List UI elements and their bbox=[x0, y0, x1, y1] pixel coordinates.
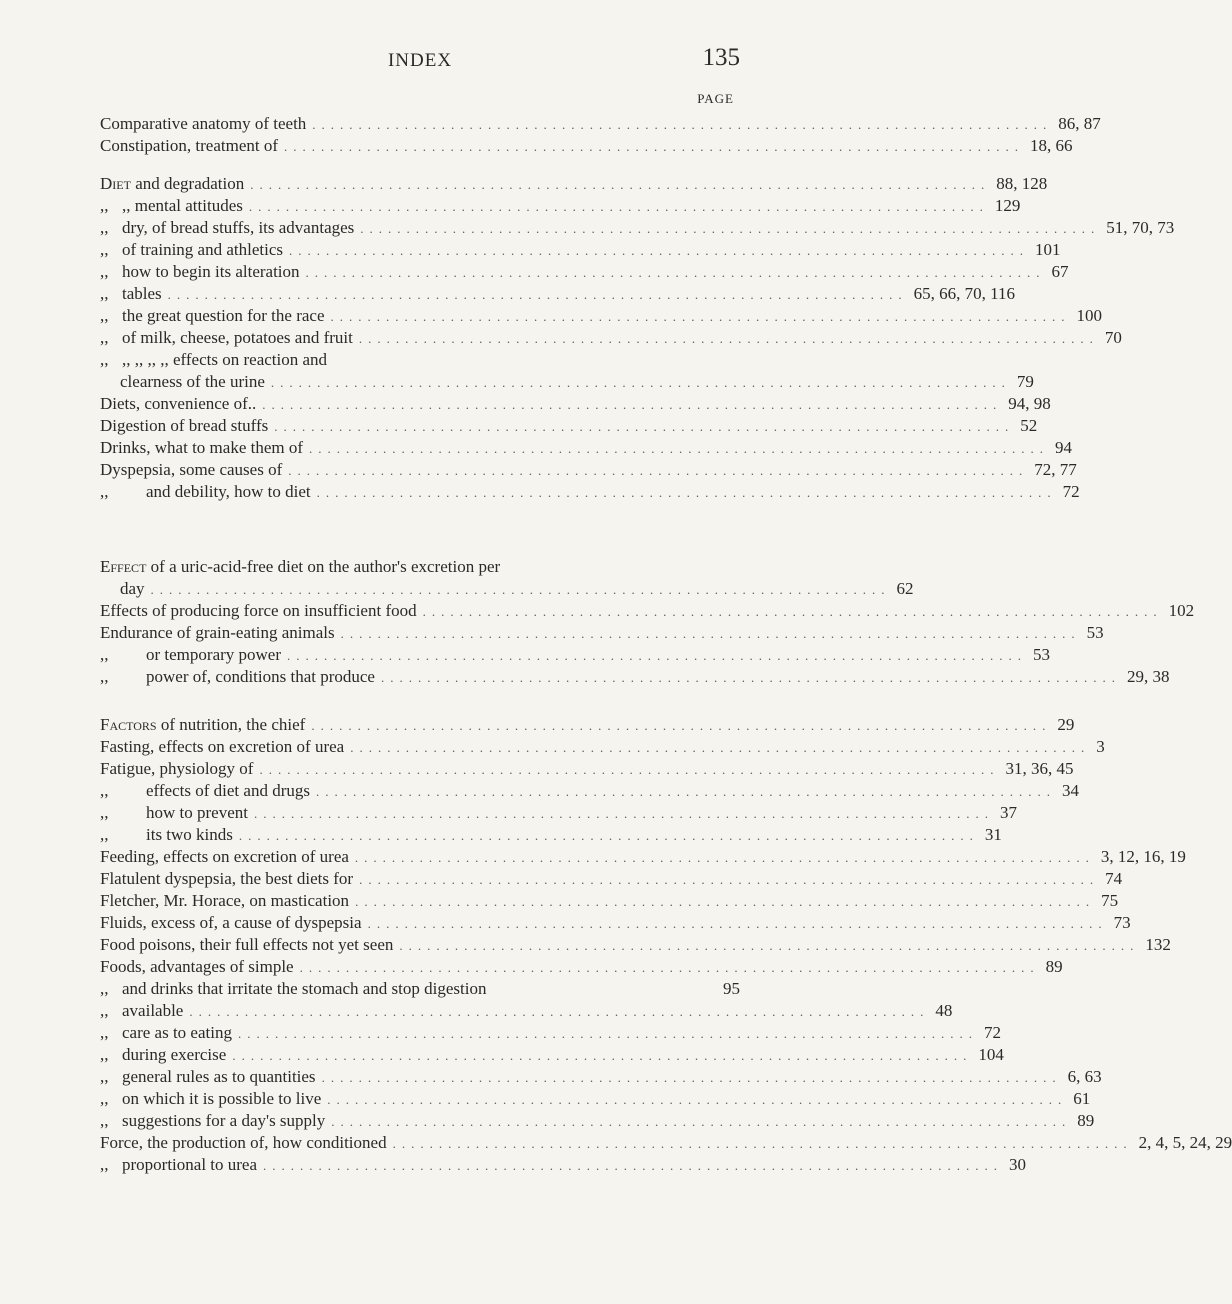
entry-text: tables bbox=[122, 284, 162, 303]
index-entry bbox=[100, 327, 1122, 349]
index-entry bbox=[100, 846, 1186, 868]
entry-term bbox=[100, 437, 303, 459]
entry-term bbox=[100, 1022, 232, 1044]
entry-text: proportional to urea bbox=[122, 1155, 258, 1174]
entry-term bbox=[100, 459, 282, 481]
entry-pages: 74 bbox=[1105, 869, 1123, 888]
leader-dots: ................................................................................ bbox=[250, 177, 991, 192]
ditto-mark: ,, bbox=[100, 1089, 109, 1108]
entry-text: and degradation bbox=[135, 174, 245, 193]
entry-pages: 101 bbox=[1034, 240, 1061, 259]
entry-term bbox=[100, 371, 265, 393]
entry-text: Dyspepsia, some causes of bbox=[100, 460, 283, 479]
index-entry bbox=[100, 556, 740, 578]
ditto-mark: ,, bbox=[100, 350, 109, 369]
entry-pages: 88, 128 bbox=[996, 174, 1048, 193]
entry-text: Fluids, excess of, a cause of dyspepsia bbox=[100, 913, 362, 932]
index-entry bbox=[100, 459, 1077, 481]
index-entry bbox=[100, 415, 1038, 437]
entry-pages: 31 bbox=[984, 825, 1002, 844]
index-entry bbox=[100, 173, 1048, 195]
leader-dots: ................................................................................ bbox=[358, 331, 1099, 346]
leader-dots: ................................................................................ bbox=[380, 670, 1121, 685]
entry-pages: 29, 38 bbox=[1126, 667, 1170, 686]
page-column-label: PAGE bbox=[697, 91, 734, 106]
ditto-mark: ,, bbox=[100, 1023, 109, 1042]
leader-dots: ................................................................................ bbox=[305, 265, 1046, 280]
entry-text: care as to eating bbox=[122, 1023, 232, 1042]
leader-dots: ................................................................................ bbox=[287, 648, 1028, 663]
entry-term bbox=[100, 481, 311, 503]
index-entry bbox=[100, 978, 740, 1000]
entry-text: Comparative anatomy of teeth bbox=[100, 114, 307, 133]
leader-dots: ................................................................................ bbox=[316, 485, 1057, 500]
index-entry bbox=[100, 868, 1123, 890]
entry-term bbox=[100, 666, 375, 688]
leader-dots: ................................................................................ bbox=[274, 419, 1015, 434]
ditto-mark: ,, bbox=[100, 482, 109, 501]
index-section bbox=[100, 714, 1232, 1176]
entry-text: and drinks that irritate the stomach and stop digestion bbox=[122, 979, 487, 998]
entry-term bbox=[100, 868, 353, 890]
entry-pages: 29 bbox=[1057, 715, 1075, 734]
index-entry bbox=[100, 578, 914, 600]
index-entry bbox=[100, 283, 1016, 305]
entry-pages: 51, 70, 73 bbox=[1106, 218, 1175, 237]
entry-text: Diets, convenience of.. bbox=[100, 394, 257, 413]
leader-dots: ................................................................................ bbox=[392, 1136, 1133, 1151]
index-entry bbox=[100, 1132, 1232, 1154]
index-entry bbox=[100, 934, 1171, 956]
index-entry bbox=[100, 1154, 1027, 1176]
leader-dots: ................................................................................ bbox=[367, 916, 1108, 931]
index-entry bbox=[100, 371, 1034, 393]
entry-text: power of, conditions that produce bbox=[146, 667, 375, 686]
entry-term bbox=[100, 283, 162, 305]
entry-text: general rules as to quantities bbox=[122, 1067, 316, 1086]
leader-dots: ................................................................................ bbox=[360, 221, 1101, 236]
leader-dots: ................................................................................ bbox=[327, 1092, 1068, 1107]
leader-dots: ................................................................................ bbox=[340, 626, 1081, 641]
index-entry bbox=[100, 195, 1021, 217]
entry-text: how to prevent bbox=[146, 803, 248, 822]
leader-dots: ................................................................................ bbox=[270, 375, 1011, 390]
index-entry bbox=[100, 912, 1131, 934]
entry-pages: 2, 4, 5, 24, 29 bbox=[1138, 1133, 1232, 1152]
entry-term bbox=[100, 912, 362, 934]
entry-term bbox=[100, 622, 335, 644]
page-number: 135 bbox=[702, 44, 740, 71]
entry-lead-word: Diet bbox=[100, 174, 131, 193]
ditto-mark: ,, bbox=[100, 218, 109, 237]
index-section bbox=[100, 113, 1101, 157]
leader-dots: ................................................................................ bbox=[253, 806, 994, 821]
entry-term bbox=[100, 393, 256, 415]
index-entry bbox=[100, 890, 1119, 912]
ditto-mark: ,, bbox=[100, 240, 109, 259]
ditto-mark: ,, bbox=[100, 1001, 109, 1020]
entry-lead-word: Effect bbox=[100, 557, 147, 576]
index-entry bbox=[100, 239, 1061, 261]
entry-pages: 65, 66, 70, 116 bbox=[913, 284, 1016, 303]
entry-pages: 102 bbox=[1168, 601, 1195, 620]
leader-dots: ................................................................................ bbox=[355, 894, 1096, 909]
entry-term bbox=[100, 1132, 387, 1154]
entry-text: of milk, cheese, potatoes and fruit bbox=[122, 328, 353, 347]
entry-pages: 53 bbox=[1033, 645, 1051, 664]
entry-pages: 100 bbox=[1076, 306, 1102, 325]
entry-pages: 132 bbox=[1145, 935, 1171, 954]
entry-pages: 72 bbox=[983, 1023, 1001, 1042]
index-entry bbox=[100, 956, 1063, 978]
entry-pages: 70 bbox=[1104, 328, 1122, 347]
leader-dots: ................................................................................ bbox=[284, 139, 1024, 154]
index-entry bbox=[100, 481, 1080, 503]
entry-pages: 94 bbox=[1055, 438, 1073, 457]
ditto-mark: ,, bbox=[100, 1045, 109, 1064]
entry-text: of training and athletics bbox=[122, 240, 283, 259]
leader-dots: ................................................................................ bbox=[330, 309, 1071, 324]
entry-term bbox=[100, 644, 281, 666]
entry-term bbox=[100, 890, 349, 912]
leader-dots: ................................................................................ bbox=[167, 287, 908, 302]
entry-text: or temporary power bbox=[146, 645, 282, 664]
index-section bbox=[100, 173, 1175, 503]
index-entry bbox=[100, 1044, 1004, 1066]
entry-text: Fletcher, Mr. Horace, on mastication bbox=[100, 891, 350, 910]
entry-pages: 72, 77 bbox=[1034, 460, 1077, 479]
index-entry bbox=[100, 780, 1079, 802]
ditto-mark: ,, bbox=[100, 825, 109, 844]
leader-dots: ................................................................................ bbox=[248, 199, 989, 214]
entry-text: ,, ,, ,, ,, effects on reaction and bbox=[122, 350, 328, 369]
leader-dots: ................................................................................ bbox=[237, 1026, 978, 1041]
ditto-mark: ,, bbox=[100, 781, 109, 800]
entry-term bbox=[100, 327, 353, 349]
leader-dots: ................................................................................ bbox=[189, 1004, 930, 1019]
entry-text: Feeding, effects on excretion of urea bbox=[100, 847, 349, 866]
leader-dots: ................................................................................ bbox=[354, 850, 1095, 865]
index-entry bbox=[100, 349, 740, 371]
entry-term bbox=[100, 714, 305, 736]
entry-pages: 34 bbox=[1061, 781, 1079, 800]
index-entry bbox=[100, 1022, 1001, 1044]
ditto-mark: ,, bbox=[100, 803, 109, 822]
ditto-mark: ,, bbox=[100, 667, 109, 686]
leader-dots: ................................................................................ bbox=[312, 117, 1053, 132]
entry-term bbox=[100, 824, 233, 846]
entry-text: of nutrition, the chief bbox=[160, 715, 306, 734]
entry-pages: 31, 36, 45 bbox=[1005, 759, 1074, 778]
entry-text: Fasting, effects on excretion of urea bbox=[100, 737, 345, 756]
entry-pages: 30 bbox=[1009, 1155, 1027, 1174]
leader-dots: ................................................................................ bbox=[422, 604, 1163, 619]
entry-term bbox=[100, 217, 354, 239]
entry-term bbox=[100, 239, 283, 261]
entry-term bbox=[100, 261, 300, 283]
index-entry bbox=[100, 714, 1075, 736]
entry-text: ,, mental attitudes bbox=[122, 196, 243, 215]
index-entry bbox=[100, 393, 1051, 415]
entry-text: day bbox=[120, 579, 145, 598]
entry-lead-word: Factors bbox=[100, 715, 157, 734]
entry-text: Drinks, what to make them of bbox=[100, 438, 304, 457]
entry-term bbox=[100, 195, 243, 217]
index-entry bbox=[100, 736, 1105, 758]
index-entry bbox=[100, 600, 1195, 622]
ditto-mark: ,, bbox=[100, 1155, 109, 1174]
index-entry bbox=[100, 758, 1074, 780]
entry-text: Endurance of grain-eating animals bbox=[100, 623, 335, 642]
entry-pages: 104 bbox=[978, 1045, 1004, 1064]
entry-text: effects of diet and drugs bbox=[146, 781, 310, 800]
entry-term bbox=[100, 578, 145, 600]
leader-dots: ................................................................................ bbox=[315, 784, 1056, 799]
leader-dots: ................................................................................ bbox=[399, 938, 1140, 953]
leader-dots: ................................................................................ bbox=[263, 1158, 1004, 1173]
entry-pages: 3, 12, 16, 19 bbox=[1100, 847, 1186, 866]
index-entry bbox=[100, 305, 1102, 327]
entry-pages: 95 bbox=[723, 979, 740, 998]
index-entry bbox=[100, 666, 1170, 688]
leader-dots: ................................................................................ bbox=[259, 762, 1000, 777]
leader-dots: ................................................................................ bbox=[150, 582, 891, 597]
entry-text: Fatigue, physiology of bbox=[100, 759, 254, 778]
ditto-mark: ,, bbox=[100, 979, 109, 998]
entry-term bbox=[100, 934, 393, 956]
index-entry bbox=[100, 622, 1104, 644]
entry-pages: 6, 63 bbox=[1067, 1067, 1102, 1086]
entry-text: clearness of the urine bbox=[120, 372, 265, 391]
leader-dots: ................................................................................ bbox=[299, 960, 1040, 975]
entry-term bbox=[100, 802, 248, 824]
entry-pages: 53 bbox=[1086, 623, 1104, 642]
entry-term bbox=[100, 305, 325, 327]
entry-pages: 67 bbox=[1051, 262, 1069, 281]
leader-dots: ................................................................................ bbox=[288, 463, 1029, 478]
entry-term bbox=[100, 113, 306, 135]
leader-dots: ................................................................................ bbox=[232, 1048, 973, 1063]
entry-pages: 48 bbox=[935, 1001, 953, 1020]
entry-term bbox=[100, 736, 344, 758]
leader-dots: ................................................................................ bbox=[238, 828, 979, 843]
index-entry bbox=[100, 261, 1069, 283]
entry-text: suggestions for a day's supply bbox=[122, 1111, 326, 1130]
entry-term bbox=[100, 1088, 321, 1110]
entry-pages: 129 bbox=[994, 196, 1021, 215]
index-entry bbox=[100, 644, 1051, 666]
entry-pages: 72 bbox=[1062, 482, 1080, 501]
entry-text: Effects of producing force on insufficient food bbox=[100, 601, 417, 620]
entry-text: Force, the production of, how conditioned bbox=[100, 1133, 387, 1152]
entry-text: Flatulent dyspepsia, the best diets for bbox=[100, 869, 354, 888]
leader-dots: ................................................................................ bbox=[309, 441, 1050, 456]
leader-dots: ................................................................................ bbox=[262, 397, 1003, 412]
index-entry bbox=[100, 1066, 1102, 1088]
entry-text: how to begin its alteration bbox=[122, 262, 300, 281]
entry-pages: 94, 98 bbox=[1008, 394, 1051, 413]
index-entry bbox=[100, 1088, 1091, 1110]
entry-pages: 18, 66 bbox=[1030, 136, 1073, 155]
index-entry bbox=[100, 113, 1101, 135]
entry-pages: 3 bbox=[1096, 737, 1105, 756]
leader-dots: ................................................................................ bbox=[311, 718, 1052, 733]
index-section bbox=[100, 556, 1195, 688]
entry-pages: 86, 87 bbox=[1058, 114, 1101, 133]
entry-pages: 62 bbox=[896, 579, 914, 598]
index-entry bbox=[100, 437, 1073, 459]
entry-text: and debility, how to diet bbox=[146, 482, 311, 501]
entry-term bbox=[100, 349, 327, 371]
entry-pages: 73 bbox=[1113, 913, 1131, 932]
leader-dots: ................................................................................ bbox=[288, 243, 1029, 258]
entry-text: Constipation, treatment of bbox=[100, 136, 278, 155]
entry-term bbox=[100, 415, 268, 437]
entry-term bbox=[100, 1066, 316, 1088]
ditto-mark: ,, bbox=[100, 1067, 109, 1086]
entry-term bbox=[100, 1110, 325, 1132]
index-entry bbox=[100, 135, 1073, 157]
entry-pages: 61 bbox=[1073, 1089, 1091, 1108]
ditto-mark: ,, bbox=[100, 1111, 109, 1130]
entry-term bbox=[100, 556, 500, 578]
entry-term bbox=[100, 978, 486, 1000]
entry-term bbox=[100, 135, 278, 157]
leader-dots: ................................................................................ bbox=[331, 1114, 1072, 1129]
entry-text: during exercise bbox=[122, 1045, 227, 1064]
entry-text: of a uric-acid-free diet on the author's excretion per bbox=[150, 557, 501, 576]
index-entry bbox=[100, 1000, 953, 1022]
ditto-mark: ,, bbox=[100, 328, 109, 347]
ditto-mark: ,, bbox=[100, 262, 109, 281]
entry-pages: 79 bbox=[1016, 372, 1034, 391]
entry-text: available bbox=[122, 1001, 184, 1020]
leader-dots: ................................................................................ bbox=[350, 740, 1091, 755]
entry-term bbox=[100, 1000, 183, 1022]
entry-text: Food poisons, their full effects not yet seen bbox=[100, 935, 394, 954]
entry-text: Digestion of bread stuffs bbox=[100, 416, 269, 435]
index-entry bbox=[100, 824, 1002, 846]
entry-pages: 75 bbox=[1101, 891, 1119, 910]
entry-pages: 37 bbox=[999, 803, 1017, 822]
entry-term bbox=[100, 173, 244, 195]
index-entry bbox=[100, 802, 1017, 824]
index-entry bbox=[100, 217, 1175, 239]
entry-term bbox=[100, 846, 349, 868]
entry-text: Foods, advantages of simple bbox=[100, 957, 294, 976]
ditto-mark: ,, bbox=[100, 196, 109, 215]
entry-text: its two kinds bbox=[146, 825, 233, 844]
page-header bbox=[100, 44, 740, 84]
entry-term bbox=[100, 600, 417, 622]
entry-term bbox=[100, 780, 310, 802]
leader-dots: ................................................................................ bbox=[359, 872, 1100, 887]
entry-term bbox=[100, 1154, 257, 1176]
leader-dots: ................................................................................ bbox=[321, 1070, 1062, 1085]
entry-text: dry, of bread stuffs, its advantages bbox=[122, 218, 355, 237]
entry-term bbox=[100, 758, 253, 780]
ditto-mark: ,, bbox=[100, 306, 109, 325]
entry-text: on which it is possible to live bbox=[122, 1089, 322, 1108]
entry-pages: 89 bbox=[1045, 957, 1063, 976]
running-title: INDEX bbox=[387, 50, 453, 71]
entry-pages: 89 bbox=[1077, 1111, 1095, 1130]
entry-term bbox=[100, 956, 294, 978]
entry-term bbox=[100, 1044, 226, 1066]
ditto-mark: ,, bbox=[100, 645, 109, 664]
entry-text: the great question for the race bbox=[122, 306, 325, 325]
index-entry bbox=[100, 1110, 1095, 1132]
ditto-mark: ,, bbox=[100, 284, 109, 303]
entry-pages: 52 bbox=[1020, 416, 1038, 435]
